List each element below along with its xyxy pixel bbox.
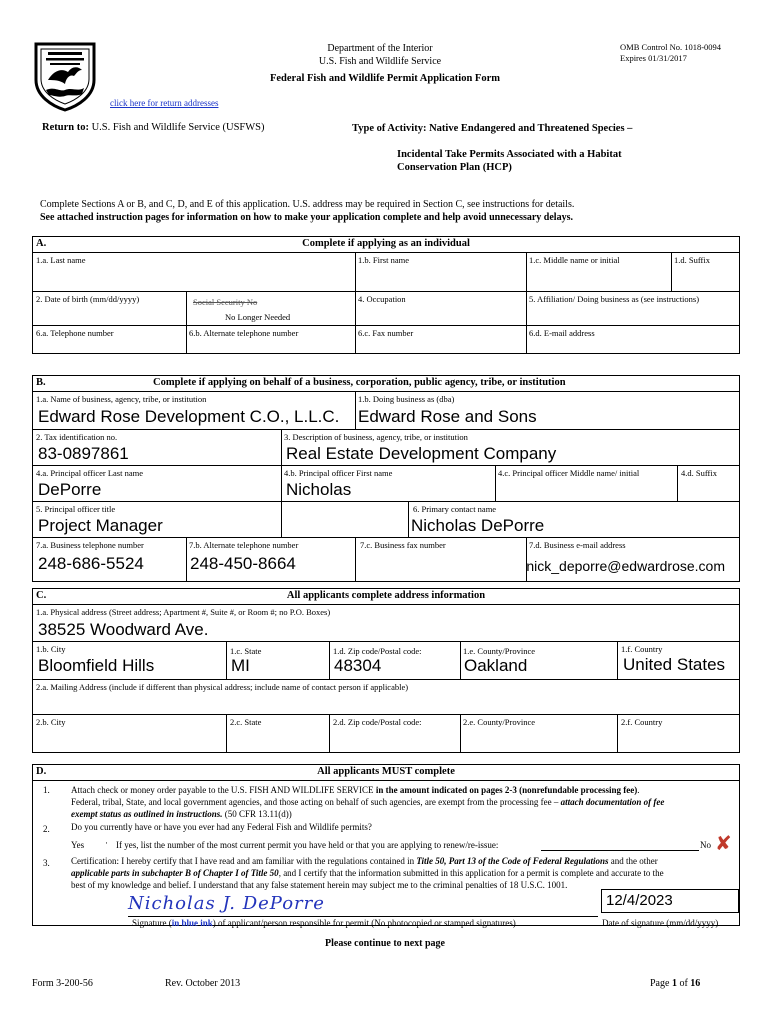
signature-date-value: 12/4/2023 [606,892,673,909]
page-word: Page [650,978,672,989]
section-a-letter: A. [36,238,47,249]
a-phone-label: 6.a. Telephone number [36,328,114,338]
d-item2-yes[interactable]: Yes [71,840,85,850]
b-description-value[interactable]: Real Estate Development Company [286,444,557,463]
date-of-signature-label: Date of signature (mm/dd/yyyy) [602,918,719,928]
a-first-name-label: 1.b. First name [358,255,409,265]
a-fax-label: 6.c. Fax number [358,328,414,338]
page-of: of [676,978,691,989]
d-item1-line3b: (50 CFR 13.11(d)) [222,809,292,819]
usfws-logo [32,40,98,112]
b-dba-label: 1.b. Doing business as (dba) [358,394,455,404]
activity-label: Type of Activity: [352,123,427,134]
activity-type [352,122,632,174]
a-last-name-label: 1.a. Last name [36,255,86,265]
d-item1-b: in the amount indicated on pages 2-3 (nonrefundable processing fee) [375,785,638,795]
d-item1-text [71,784,736,820]
d-item1-c: . [637,785,640,795]
section-c-letter: C. [36,590,47,601]
section-b-title: Complete if applying on behalf of a business, corporation, public agency, tribe, or institution [153,377,566,388]
c-zip-value[interactable]: 48304 [334,656,382,675]
signature[interactable]: Nicholas J. DePorre [128,893,325,914]
page-total: 16 [690,978,701,989]
page-number [650,978,700,989]
a-affiliation-label: 5. Affiliation/ Doing business as (see instructions) [529,294,700,304]
b-email-label: 7.d. Business e-mail address [529,540,626,550]
b-tax-id-value[interactable]: 83-0897861 [38,444,129,463]
section-d [32,764,740,926]
page-current: 1 [671,978,677,989]
sig-label-c: ) of applicant/person responsible for permit (No photocopied or stamped signatures) [212,918,516,928]
d-item2-no[interactable]: No [700,840,711,850]
return-to [42,122,265,133]
omb-info [620,42,721,64]
sig-label-a: Signature ( [132,918,172,928]
b-officer-first-value[interactable]: Nicholas [286,480,352,499]
d-item1-line2a: Federal, tribal, State, and local government agencies, and those acting on behalf of such agencies, are exempt from the processing fee – [71,797,561,807]
b-phone-label: 7.a. Business telephone number [36,540,144,550]
d-item3-num: 3. [43,858,50,868]
a-email-label: 6.d. E-mail address [529,328,595,338]
c-state-label: 1.c. State [230,646,262,656]
b-alt-phone-label: 7.b. Alternate telephone number [189,540,299,550]
section-c-title: All applicants complete address information [286,590,486,601]
instructions-line-2: See attached instruction pages for information on how to make your application complete and help avoid unnecessary delays. [40,212,573,223]
c-country-label: 1.f. Country [621,644,663,654]
b-fax-label: 7.c. Business fax number [360,540,446,550]
c-phys-value[interactable]: 38525 Woodward Ave. [38,620,209,639]
form-number: Form 3-200-56 [32,978,93,989]
d-item3-b: Title 50, Part 13 of the Code of Federal Regulations [416,856,609,866]
c-mail-state-label: 2.c. State [230,717,262,727]
c-mail-label: 2.a. Mailing Address (include if different than physical address; include name of contact person if applicable) [36,682,409,692]
return-addresses-link[interactable]: click here for return addresses [110,98,219,108]
dept-line-1: Department of the Interior [327,43,433,54]
d-item1-line3a: exempt status as outlined in instructions. [71,809,223,819]
section-c [32,588,740,753]
activity-line-3: Conservation Plan (HCP) [397,162,512,173]
c-mail-city-label: 2.b. City [36,717,66,727]
b-email-value[interactable]: nick_deporre@edwardrose.com [526,558,725,574]
c-zip-label: 1.d. Zip code/Postal code: [333,646,422,656]
b-tax-id-label: 2. Tax identification no. [36,432,118,442]
d-item3-c: and the other [608,856,658,866]
b-officer-last-value[interactable]: DePorre [38,480,102,499]
c-mail-county-label: 2.e. County/Province [463,717,536,727]
d-item3-line2a: applicable parts in subchapter B of Chapter I of Title 50 [71,868,279,878]
instructions [40,198,740,224]
no-checkmark-icon: ✘ [715,831,732,855]
section-d-title: All applicants MUST complete [317,766,455,777]
section-a [32,236,740,354]
c-mail-zip-label: 2.d. Zip code/Postal code: [333,717,422,727]
b-alt-phone-value[interactable]: 248-450-8664 [190,554,296,573]
activity-value: Native Endangered and Threatened Species – [429,123,633,134]
b-description-label: 3. Description of business, agency, tribe, or institution [284,432,468,442]
form-title: Federal Fish and Wildlife Permit Application Form [269,73,501,84]
a-middle-name-label: 1.c. Middle name or initial [529,255,620,265]
b-officer-title-value[interactable]: Project Manager [38,516,163,535]
b-business-name-value[interactable]: Edward Rose Development C.O., L.L.C. [38,407,340,426]
a-suffix-label: 1.d. Suffix [674,255,710,265]
d-item2-num: 2. [43,824,50,834]
b-officer-middle-label: 4.c. Principal officer Middle name/ initial [498,468,640,478]
c-phys-label: 1.a. Physical address (Street address; Apartment #, Suite #, or Room #; no P.O. Boxes) [36,607,331,617]
d-item2-ifyes: If yes, list the number of the most current permit you have held or that you are applying to renew/re-issue: [116,840,499,850]
instructions-line-1: Complete Sections A or B, and C, D, and E of this application. U.S. address may be required in Section C, see instructions for details. [40,199,575,210]
department-title [250,42,510,68]
b-officer-last-label: 4.a. Principal officer Last name [36,468,143,478]
c-city-value[interactable]: Bloomfield Hills [38,656,155,675]
b-contact-label: 6. Primary contact name [413,504,497,514]
omb-control-no: OMB Control No. 1018-0094 [620,42,722,52]
a-alt-phone-label: 6.b. Alternate telephone number [189,328,299,338]
c-city-label: 1.b. City [36,644,66,654]
d-item1-line2b: attach documentation of fee [560,797,665,807]
section-b-letter: B. [36,377,46,388]
d-item2-bullet: · [105,838,108,848]
b-dba-value[interactable]: Edward Rose and Sons [358,407,537,426]
c-county-value[interactable]: Oakland [464,656,528,675]
d-item3-line2b: , and I certify that the information submitted in this application for a permit is complete and accurate to the [278,868,664,878]
b-phone-value[interactable]: 248-686-5524 [38,554,144,573]
section-a-title: Complete if applying as an individual [302,238,470,249]
omb-expiration: Expires 01/31/2017 [620,53,687,63]
d-item2-permit-line[interactable] [541,850,699,851]
b-officer-first-label: 4.b. Principal officer First name [284,468,393,478]
d-item3-line3: best of my knowledge and belief. I understand that any false statement herein may subject me to the criminal penalties of 18 U.S.C. 1001. [71,880,568,890]
d-item1-num: 1. [43,785,50,795]
continue-note: Please continue to next page [325,938,445,949]
d-item1-a: Attach check or money order payable to the U.S. FISH AND WILDLIFE SERVICE [71,785,376,795]
activity-line-2: Incidental Take Permits Associated with a Habitat [397,149,622,160]
section-b [32,375,740,582]
a-ssn-label: Social Security No [193,297,258,307]
c-mail-country-label: 2.f. Country [621,717,663,727]
dept-line-2: U.S. Fish and Wildlife Service [318,56,442,67]
revision-date: Rev. October 2013 [165,978,241,989]
a-occupation-label: 4. Occupation [358,294,406,304]
b-officer-title-label: 5. Principal officer title [36,504,116,514]
a-dob-label: 2. Date of birth (mm/dd/yyyy) [36,294,140,304]
return-to-label: Return to: [42,122,89,133]
return-to-value: U.S. Fish and Wildlife Service (USFWS) [91,122,265,133]
c-state-value[interactable]: MI [231,656,250,675]
b-officer-suffix-label: 4.d. Suffix [681,468,717,478]
sig-label-blue-ink: in blue ink [171,918,213,928]
section-d-letter: D. [36,766,47,777]
signature-label [132,917,516,929]
c-country-value[interactable]: United States [623,655,726,674]
c-county-label: 1.e. County/Province [463,646,536,656]
signature-date-box[interactable] [601,889,739,913]
a-ssn-note: No Longer Needed [225,312,291,322]
d-item2-text: Do you currently have or have you ever had any Federal Fish and Wildlife permits? [71,822,372,832]
b-business-name-label: 1.a. Name of business, agency, tribe, or institution [36,394,207,404]
d-item3-text [71,855,739,891]
d-item3-a: Certification: I hereby certify that I have read and am familiar with the regulations contained in [71,856,417,866]
b-contact-value[interactable]: Nicholas DePorre [411,516,545,535]
